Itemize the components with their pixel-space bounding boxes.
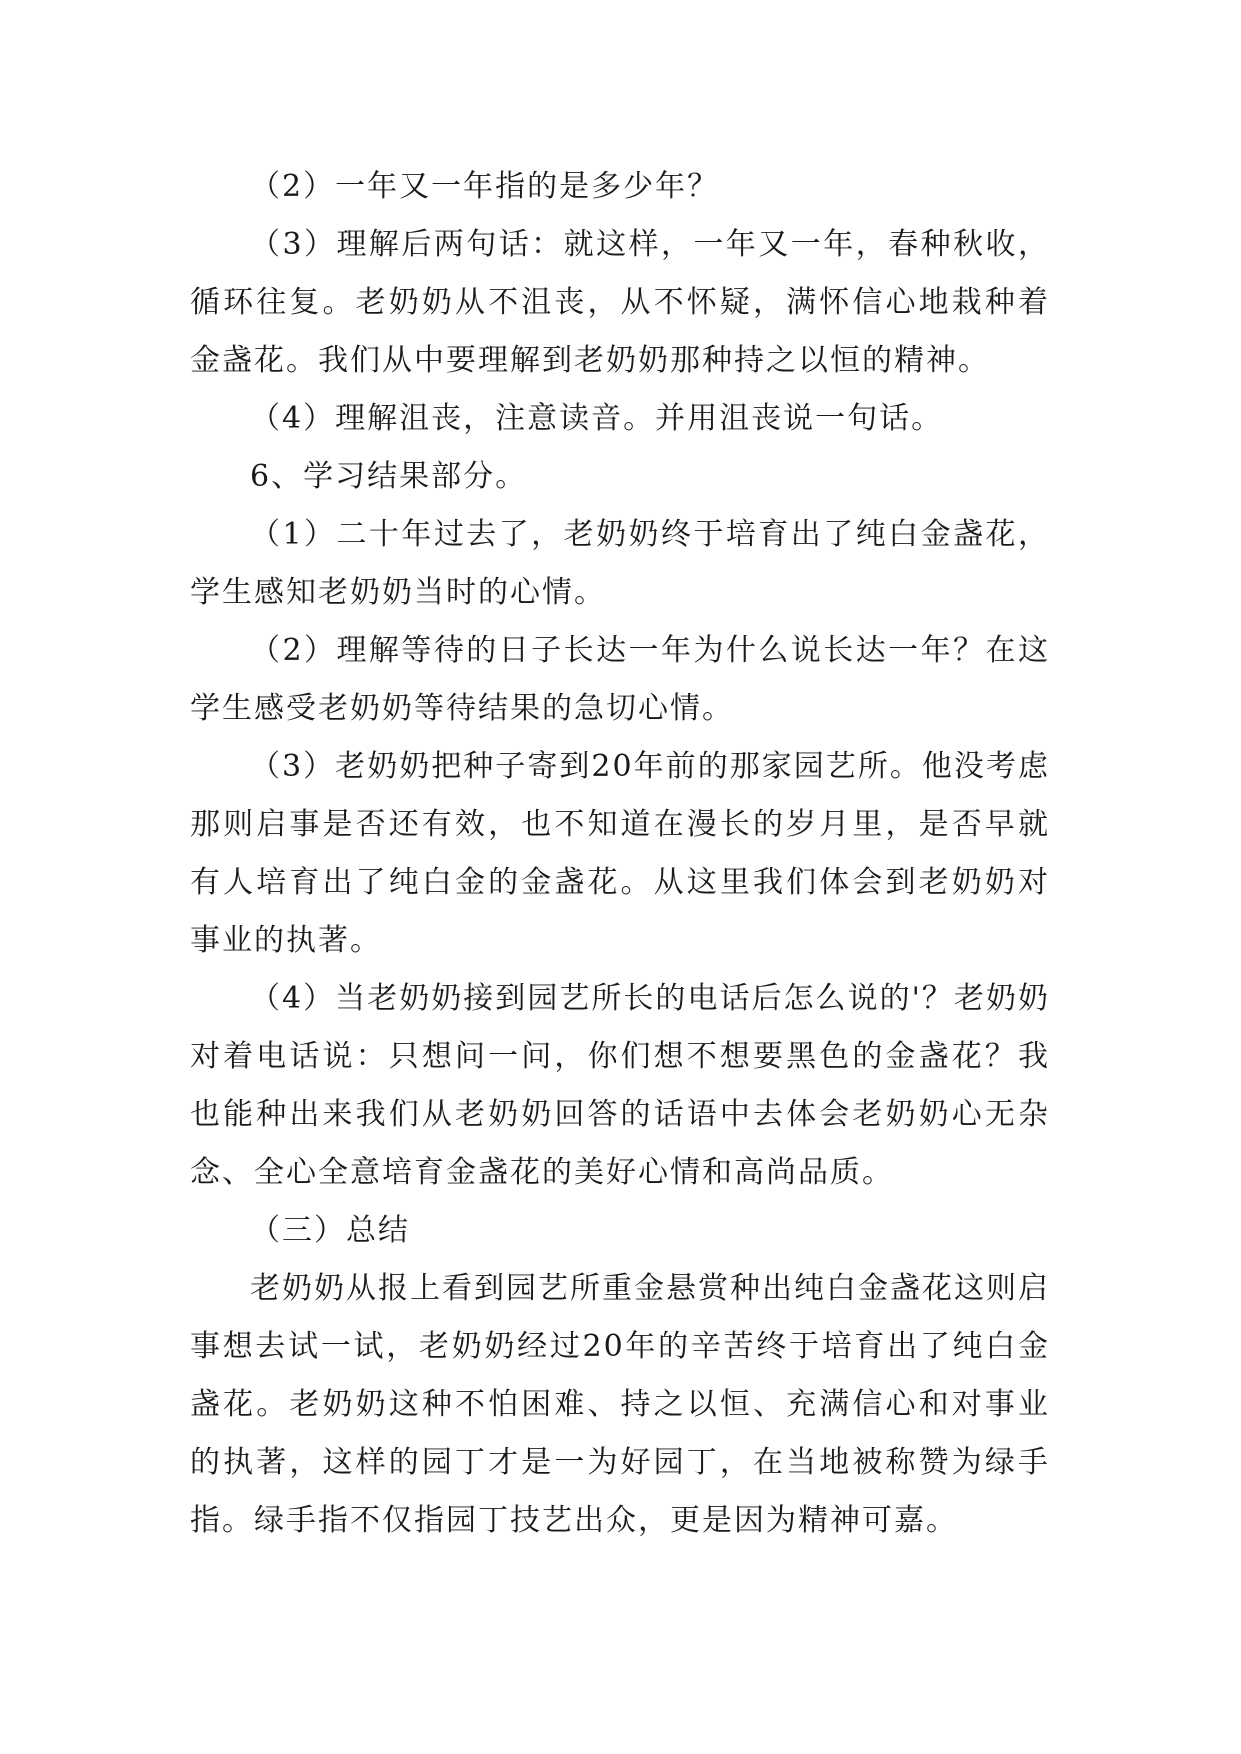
section-heading-summary: （三）总结 (250, 1213, 410, 1248)
paragraph-question-4: （4）理解沮丧，注意读音。并用沮丧说一句话。 (250, 401, 944, 436)
paragraph-result-4: （4）当老奶奶接到园艺所长的电话后怎么说的'？老奶奶对着电话说：只想问一问，你们想不想要黑色的金盏花？我也能种出来我们从老奶奶回答的话语中去体会老奶奶心无杂念、全心全意培育金盏花的美好心情和高尚品质。 (190, 981, 1050, 1190)
paragraph-question-3: （3）理解后两句话：就这样，一年又一年，春种秋收，循环往复。老奶奶从不沮丧，从不怀疑，满怀信心地栽种着金盏花。我们从中要理解到老奶奶那种持之以恒的精神。 (190, 227, 1050, 378)
paragraph-result-2: （2）理解等待的日子长达一年为什么说长达一年？在这学生感受老奶奶等待结果的急切心情。 (190, 633, 1050, 726)
paragraph-question-2: （2）一年又一年指的是多少年？ (250, 169, 720, 204)
paragraph-result-1: （1）二十年过去了，老奶奶终于培育出了纯白金盏花，学生感知老奶奶当时的心情。 (190, 517, 1050, 610)
document-body (190, 158, 1050, 1550)
section-heading-results: 6、学习结果部分。 (250, 459, 528, 494)
paragraph-summary: 老奶奶从报上看到园艺所重金悬赏种出纯白金盏花这则启事想去试一试，老奶奶经过20年的辛苦终于培育出了纯白金盏花。老奶奶这种不怕困难、持之以恒、充满信心和对事业的执著，这样的园丁才是一为好园丁，在当地被称赞为绿手指。绿手指不仅指园丁技艺出众，更是因为精神可嘉。 (190, 1271, 1050, 1538)
paragraph-result-3: （3）老奶奶把种子寄到20年前的那家园艺所。他没考虑那则启事是否还有效，也不知道在漫长的岁月里，是否早就有人培育出了纯白金的金盏花。从这里我们体会到老奶奶对事业的执著。 (190, 749, 1050, 958)
